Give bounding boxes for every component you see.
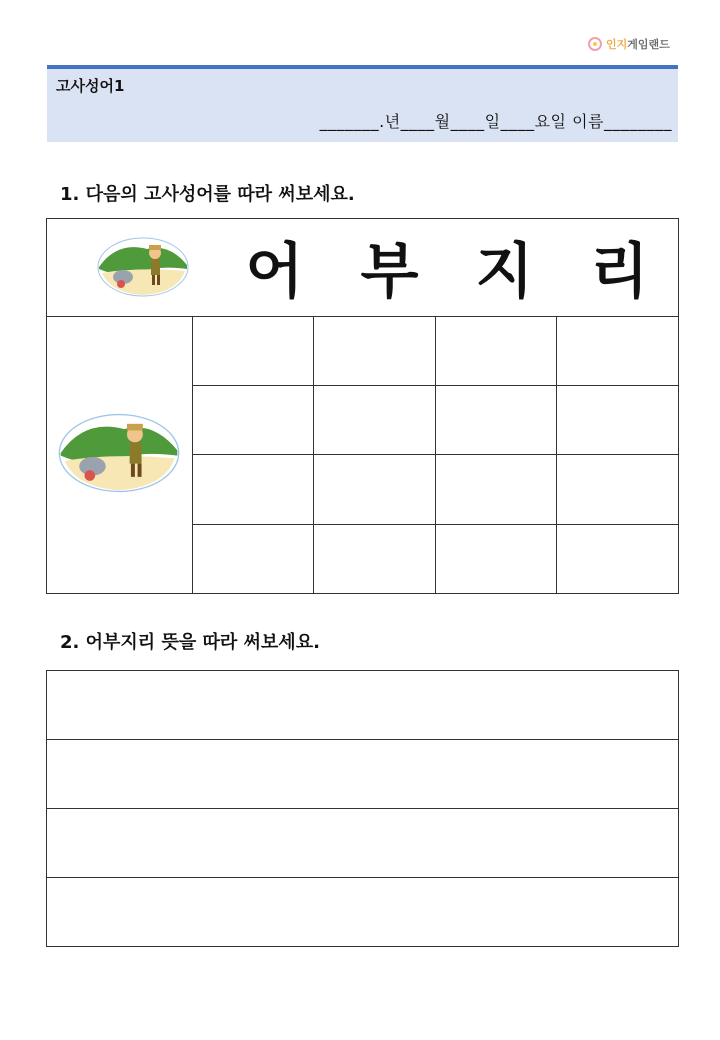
- writing-line[interactable]: [47, 878, 679, 947]
- fisherman-illustration-large: [58, 410, 180, 496]
- idiom-header-cell: [47, 219, 679, 317]
- writing-cell[interactable]: [192, 524, 314, 593]
- brand-name-part2: 게임랜드: [627, 38, 670, 51]
- writing-cell[interactable]: [435, 385, 557, 454]
- writing-cell[interactable]: [192, 385, 314, 454]
- idiom-char-4: 리: [590, 237, 649, 308]
- writing-cell[interactable]: [557, 524, 679, 593]
- illustration-cell: [47, 316, 193, 593]
- writing-cell[interactable]: [435, 524, 557, 593]
- idiom-char-1: 어: [245, 237, 304, 308]
- writing-cell[interactable]: [435, 455, 557, 524]
- logo-icon: [588, 37, 602, 51]
- writing-cell[interactable]: [557, 385, 679, 454]
- writing-cell[interactable]: [314, 316, 436, 385]
- writing-cell[interactable]: [314, 385, 436, 454]
- writing-line[interactable]: [47, 671, 679, 740]
- fisherman-illustration: [93, 237, 193, 297]
- brand-name-part1: 인지: [606, 38, 628, 51]
- writing-cell[interactable]: [557, 316, 679, 385]
- idiom-char-2: 부: [360, 237, 419, 308]
- date-name-line: _______.년____월____일____요일 이름________: [319, 112, 672, 131]
- writing-cell[interactable]: [314, 455, 436, 524]
- writing-cell[interactable]: [192, 455, 314, 524]
- meaning-writing-table: [46, 670, 679, 947]
- writing-line[interactable]: [47, 809, 679, 878]
- idiom-char-3: 지: [475, 237, 534, 308]
- writing-cell[interactable]: [192, 316, 314, 385]
- worksheet-title: 고사성어1: [56, 77, 125, 95]
- writing-cell[interactable]: [557, 455, 679, 524]
- writing-cell[interactable]: [314, 524, 436, 593]
- section1-heading: 1. 다음의 고사성어를 따라 써보세요.: [60, 184, 355, 205]
- writing-cell[interactable]: [435, 316, 557, 385]
- section2-heading: 2. 어부지리 뜻을 따라 써보세요.: [60, 632, 320, 653]
- brand-logo: [588, 36, 670, 52]
- worksheet-header: [47, 65, 678, 142]
- tracing-table: [46, 218, 679, 594]
- writing-line[interactable]: [47, 740, 679, 809]
